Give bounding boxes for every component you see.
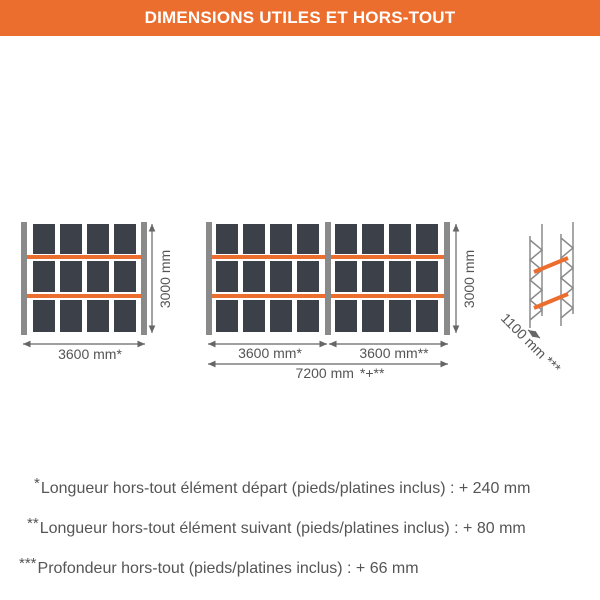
upright-3 [444, 222, 450, 335]
depth-label: 1100 mm*** [497, 309, 565, 377]
pallet-row-middle [33, 261, 136, 292]
bay-2-width-label: 3600 mm** [359, 345, 429, 361]
footnote-2-mark: ** [27, 515, 39, 532]
pallet-row-bottom [33, 300, 136, 332]
single-height-label: 3000 mm [157, 249, 173, 309]
side-beam-lower [534, 294, 568, 308]
footnote-2 [27, 515, 526, 538]
upright-2 [325, 222, 331, 335]
pallet-row-top [33, 224, 136, 254]
footnote-1 [34, 475, 531, 498]
total-width-label: 7200 mm *+** [295, 365, 385, 381]
page-title: DIMENSIONS UTILES ET HORS-TOUT [144, 8, 456, 27]
footnote-3-text: Profondeur hors-tout (pieds/platines inclus) : + 66 mm [37, 560, 419, 577]
beam-lower [27, 294, 141, 298]
footnote-3 [19, 555, 419, 578]
front-upright-frame [530, 224, 542, 328]
right-upright [141, 222, 147, 335]
side-beam-upper [534, 258, 568, 272]
header-banner [0, 0, 600, 36]
single-bay-front-view [21, 222, 173, 362]
back-upright-frame [561, 222, 573, 326]
left-upright [21, 222, 27, 335]
bay-2-beam-upper [331, 255, 444, 259]
single-width-label: 3600 mm* [58, 346, 122, 362]
bay-1-beam-lower [212, 294, 325, 298]
upright-1 [206, 222, 212, 335]
bay-2-pallets [335, 224, 438, 332]
bay-2-beam-lower [331, 294, 444, 298]
bay-1-beam-upper [212, 255, 325, 259]
double-height-label: 3000 mm [461, 249, 477, 309]
bay-1-width-label: 3600 mm* [238, 345, 302, 361]
double-bay-front-view [206, 222, 477, 381]
footnote-1-mark: * [34, 475, 40, 492]
bay-1-pallets [216, 224, 319, 332]
racking-dimensions-diagram [0, 36, 600, 436]
footnote-1-text: Longueur hors-tout élément départ (pieds/platines inclus) : + 240 mm [40, 480, 531, 497]
footnote-2-text: Longueur hors-tout élément suivant (pieds/platines inclus) : + 80 mm [39, 520, 526, 537]
footnote-3-mark: *** [19, 555, 37, 572]
beam-upper [27, 255, 141, 259]
side-view-frame [498, 222, 573, 376]
